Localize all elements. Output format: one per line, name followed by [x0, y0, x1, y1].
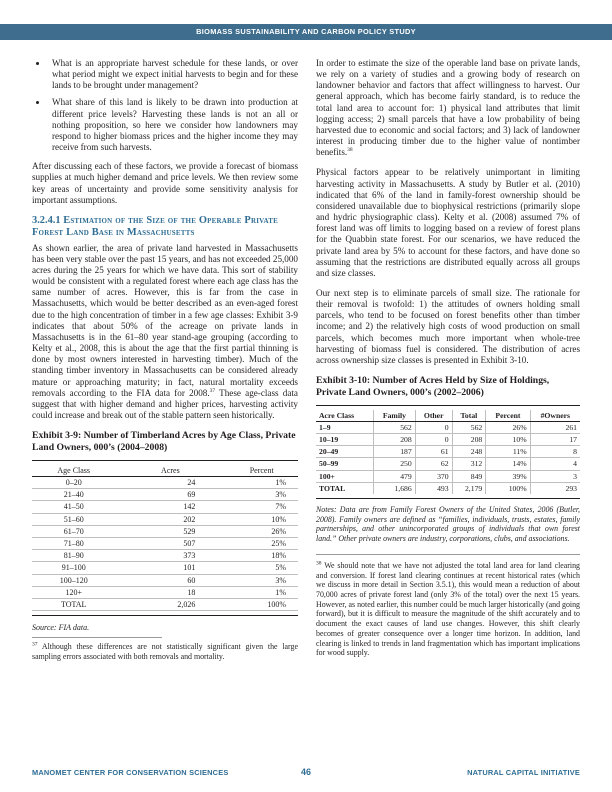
table-row — [316, 421, 580, 433]
table-cell: 8 — [530, 446, 580, 458]
table-cell: 4 — [530, 458, 580, 470]
table-cell: 507 — [115, 538, 225, 550]
table-cell: 370 — [415, 470, 452, 482]
holdings-table — [316, 410, 580, 494]
col-header: Total — [452, 410, 486, 422]
col-header: Acre Class — [316, 410, 374, 422]
table-cell: 17 — [530, 434, 580, 446]
footnote-ref[interactable]: 37 — [209, 387, 216, 394]
left-column — [32, 58, 298, 662]
main-paragraph-end: These age-class data suggest that with higher demand and higher prices, harvesting activity could increase and break out of the stable pattern seen historically. — [32, 387, 298, 421]
exhibit-3-9-title: Exhibit 3-9: Number of Timberland Acres by Age Class, Private Land Owners, 000’s (2004–2008) — [32, 430, 296, 453]
table-cell: 24 — [115, 476, 225, 488]
table-row — [316, 446, 580, 458]
main-paragraph — [32, 243, 298, 422]
paragraph: Physical factors appear to be relatively unimportant in limiting harvesting activity in Massachusetts. A study by Butler et al. (2010) indicated that 6% of the land in family-forest ownership should be considered unavailable due to biophysical restrictions (primarily slope and hydric physiographic class). Kelty et al. (2008) assumed 7% of forest land was off limits to logging based on a review of forest plans for the Quabbin state forest. For our scenarios, we have reduced the private land area by 5% to account for these factors, and have done so assuming that the restrictions are distributed equally across all groups and size classes. — [316, 167, 580, 278]
page-header — [0, 0, 612, 45]
table-cell: 479 — [374, 470, 416, 482]
footer-initiative: NATURAL CAPITAL INITIATIVE — [467, 768, 580, 777]
footnote-text: Although these differences are not statistically significant given the large sampling errors associated with both removals and mortality. — [32, 642, 298, 662]
table-cell: 120+ — [32, 586, 115, 598]
exhibit-3-9-table-frame — [32, 460, 298, 616]
table-cell: 248 — [452, 446, 486, 458]
table-cell: 100% — [225, 599, 298, 611]
table-cell: 3% — [225, 574, 298, 586]
col-header: #Owners — [530, 410, 580, 422]
table-cell: 562 — [452, 421, 486, 433]
table-row — [32, 501, 298, 513]
table-cell: 142 — [115, 501, 225, 513]
table-row — [32, 489, 298, 501]
section-number: 3.2.4.1 — [32, 214, 61, 226]
table-cell: 1% — [225, 586, 298, 598]
table-cell: 26% — [486, 421, 530, 433]
table-cell: 21–40 — [32, 489, 115, 501]
table-cell: 18% — [225, 550, 298, 562]
table-row — [32, 550, 298, 562]
table-cell: 3 — [530, 470, 580, 482]
table-cell: 51–60 — [32, 513, 115, 525]
table-cell: 187 — [374, 446, 416, 458]
table-cell: 10% — [486, 434, 530, 446]
table-cell: 1% — [225, 476, 298, 488]
table-cell: 60 — [115, 574, 225, 586]
header-title: BIOMASS SUSTAINABILITY AND CARBON POLICY STUDY — [196, 27, 416, 36]
table-row — [32, 586, 298, 598]
table-row — [32, 525, 298, 537]
table-row — [32, 538, 298, 550]
right-column — [316, 58, 580, 658]
exhibit-3-10-title: Exhibit 3-10: Number of Acres Held by Size of Holdings, Private Land Owners, 000’s (2002–2006) — [316, 375, 550, 398]
footnote-rule — [316, 554, 580, 555]
footer-organization: MANOMET CENTER FOR CONSERVATION SCIENCES — [32, 768, 229, 777]
main-paragraph-text: As shown earlier, the area of private land harvested in Massachusetts has been very stable over the past 15 years, and has not exceeded 25,000 acres during the 25 years for which we have data. This sort of stability would be consistent with a regulated forest where each age class has the same number of acres. However, this is far from the case in Massachusetts, which would be better described as an even-aged forest due to the high concentration of timber in a few age classes: Exhibit 3-9 indicates that about 50% of the acreage on private lands in Massachusetts is in the 61–80 year stand-age grouping (according to Kelty et al., 2008, this is about the age that the first partial thinning is done by most owners interested in harvesting timber). Much of the standing timber inventory in Massachusetts can be considered already mature or approaching maturity; in fact, natural mortality exceeds removals according to the FIA data for 2008. — [32, 242, 298, 398]
list-item: • What share of this land is likely to be drawn into production at different price levels? Harvesting these lands is not an all or nothing proposition, so here we consider how landowners may respond to higher biomass prices and the higher income they may receive from such harvests. — [48, 97, 298, 153]
table-cell: 562 — [374, 421, 416, 433]
footnote-ref[interactable]: 38 — [347, 147, 353, 154]
table-cell: 7% — [225, 501, 298, 513]
table-row — [316, 458, 580, 470]
footnote-37 — [32, 642, 298, 661]
table-row — [32, 574, 298, 586]
table-cell: 0–20 — [32, 476, 115, 488]
col-header: Age Class — [32, 465, 115, 477]
footnote-rule — [32, 637, 162, 638]
col-header: Percent — [225, 465, 298, 477]
col-header: Acres — [115, 465, 225, 477]
table-cell: 250 — [374, 458, 416, 470]
age-class-table — [32, 465, 298, 611]
page-footer — [32, 768, 580, 780]
table-cell: 100% — [486, 482, 530, 494]
table-row — [32, 513, 298, 525]
section-heading — [32, 215, 298, 240]
table-cell: 11% — [486, 446, 530, 458]
table-cell: 61–70 — [32, 525, 115, 537]
table-row — [316, 482, 580, 494]
table-cell: 208 — [452, 434, 486, 446]
footnote-number: 37 — [32, 641, 38, 648]
table-cell: 0 — [415, 434, 452, 446]
table-cell: 101 — [115, 562, 225, 574]
table-cell: 41–50 — [32, 501, 115, 513]
exhibit-3-10-table-frame — [316, 405, 580, 499]
table-cell: 2,026 — [115, 599, 225, 611]
table-cell: 14% — [486, 458, 530, 470]
footnote-text: We should note that we have not adjusted the total land area for land clearing and conversion. If forest land clearing continues at recent historical rates (which we discuss in more detail in Section 3.5.1), this would mean a reduction of about 70,000 acres of private forest land (only 3% of the total) over the next 15 years. However, as noted earlier, this number could be much larger historically (and going forward), but it is difficult to measure the magnitude of the shift accurately and to document the exact causes of land use changes. However, this shift clearly becomes of greater consequence over a longer time horizon. In addition, land clearing is linked to trends in land fragmentation which has important implications for wood supply. — [316, 560, 580, 658]
question-list — [32, 58, 298, 153]
table-header-row — [32, 465, 298, 477]
table-cell: 25% — [225, 538, 298, 550]
table-cell: 61 — [415, 446, 452, 458]
table-header-row — [316, 410, 580, 422]
table-cell: 3% — [225, 489, 298, 501]
table-cell: 2,179 — [452, 482, 486, 494]
table-cell: 849 — [452, 470, 486, 482]
source-note: Source: FIA data. — [32, 623, 90, 633]
footnote-number: 38 — [316, 560, 322, 567]
table-row — [32, 599, 298, 611]
paragraph — [316, 58, 580, 158]
table-cell: 100+ — [316, 470, 374, 482]
holdings-table-body — [316, 421, 580, 494]
table-cell: 71–80 — [32, 538, 115, 550]
section-title: Estimation of the Size of the Operable Private Forest Land Base in Massachusetts — [32, 214, 278, 239]
table-cell: 39% — [486, 470, 530, 482]
age-class-table-body — [32, 476, 298, 610]
table-cell: 5% — [225, 562, 298, 574]
col-header: Percent — [486, 410, 530, 422]
table-cell: 20–49 — [316, 446, 374, 458]
table-cell: 10–19 — [316, 434, 374, 446]
table-cell: 293 — [530, 482, 580, 494]
table-row — [316, 470, 580, 482]
table-cell: 261 — [530, 421, 580, 433]
table-cell: 1,686 — [374, 482, 416, 494]
table-cell: 208 — [374, 434, 416, 446]
table-row — [32, 562, 298, 574]
table-cell: 529 — [115, 525, 225, 537]
table-cell: 373 — [115, 550, 225, 562]
paragraph: Our next step is to eliminate parcels of small size. The rationale for their removal is twofold: 1) the attitudes of owners holding small parcels, who tend to be focused on forest benefits other than timber income; and 2) the relatively high costs of wood production on small parcels, which becomes much more important when whole-tree harvesting of biomass fuel is considered. The distribution of acres across ownership size classes is presented in Exhibit 3-10. — [316, 287, 580, 365]
col-header: Family — [374, 410, 416, 422]
table-cell: 1–9 — [316, 421, 374, 433]
table-cell: 202 — [115, 513, 225, 525]
intro-paragraph: After discussing each of these factors, we provide a forecast of biomass supplies at much higher demand and price levels. We then review some key areas of uncertainty and provide some sensitivity analysis for important assumptions. — [32, 161, 298, 205]
table-cell: 69 — [115, 489, 225, 501]
table-cell: 91–100 — [32, 562, 115, 574]
table-cell: 81–90 — [32, 550, 115, 562]
table-cell: 312 — [452, 458, 486, 470]
table-cell: 18 — [115, 586, 225, 598]
table-cell: 62 — [415, 458, 452, 470]
table-cell: 10% — [225, 513, 298, 525]
table-cell: 50–99 — [316, 458, 374, 470]
table-cell: 493 — [415, 482, 452, 494]
list-item: • What is an appropriate harvest schedule for these lands, or over what period might we expect initial harvests to begin and for these lands to be brought under management? — [48, 58, 298, 91]
table-cell: 100–120 — [32, 574, 115, 586]
table-cell: 0 — [415, 421, 452, 433]
table-row — [32, 476, 298, 488]
footnote-38 — [316, 561, 580, 658]
table-cell: 26% — [225, 525, 298, 537]
paragraph-text: In order to estimate the size of the operable land base on private lands, we rely on a variety of studies and a growing body of research on landowner behavior and factors that affect willingness to harvest. Our general approach, which has become fairly standard, is to reduce the total land area to account for: 1) physical land attributes that limit logging access; 2) small parcels that have a low probability of being harvested due to economic and social factors; and 3) lack of landowner interest in producing timber due to the higher value of nontimber benefits. — [316, 58, 580, 158]
table-cell: TOTAL — [319, 483, 346, 493]
table-notes: Notes: Data are from Family Forest Owners of the United States, 2006 (Butler, 2008). Family owners are defined as “families, individuals, trusts, estates, family partnerships, and other unincorporated groups of individuals that own forest land.” Other private owners are industry, corporations, clubs, and associations. — [316, 505, 580, 544]
table-cell: TOTAL — [32, 599, 115, 611]
table-row — [316, 434, 580, 446]
page-number: 46 — [300, 767, 311, 777]
col-header: Other — [415, 410, 452, 422]
